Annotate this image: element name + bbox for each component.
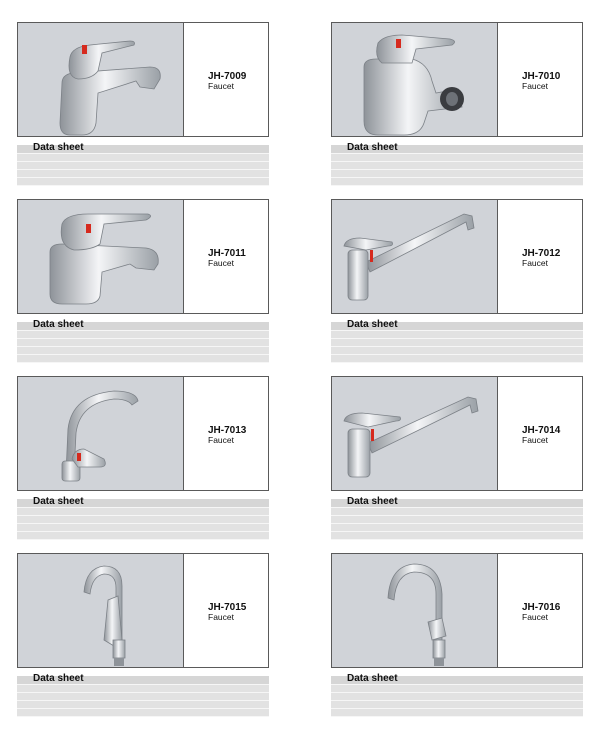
product-header — [331, 22, 583, 137]
data-sheet-row — [331, 532, 583, 540]
product-image — [332, 554, 498, 667]
product-card — [331, 199, 583, 363]
product-info — [184, 554, 268, 667]
bidet-mixer-icon — [332, 23, 498, 136]
data-sheet — [17, 142, 269, 186]
data-sheet — [17, 319, 269, 363]
data-sheet-row — [17, 524, 269, 532]
data-sheet-row — [17, 508, 269, 516]
data-sheet-row — [17, 162, 269, 170]
basin-mixer-icon — [18, 23, 184, 136]
data-sheet-row — [331, 355, 583, 363]
product-info — [184, 23, 268, 136]
data-sheet-row — [17, 331, 269, 339]
data-sheet-title: Data sheet — [33, 319, 84, 330]
product-info — [184, 377, 268, 490]
data-sheet-row — [331, 170, 583, 178]
product-image — [18, 200, 184, 313]
data-sheet-row — [17, 154, 269, 162]
product-header — [17, 22, 269, 137]
data-sheet-row — [331, 693, 583, 701]
data-sheet-row — [331, 154, 583, 162]
data-sheet-title: Data sheet — [33, 142, 84, 153]
product-type: Faucet — [522, 81, 548, 91]
data-sheet-row — [17, 178, 269, 186]
product-header — [331, 553, 583, 668]
data-sheet-row — [17, 516, 269, 524]
data-sheet-title: Data sheet — [33, 496, 84, 507]
product-info — [498, 200, 582, 313]
data-sheet-header — [17, 496, 269, 508]
product-image — [332, 200, 498, 313]
kitchen-mixer-long-spout-icon — [332, 200, 498, 313]
data-sheet-title: Data sheet — [347, 496, 398, 507]
data-sheet-row — [331, 162, 583, 170]
data-sheet-row — [17, 339, 269, 347]
product-image — [18, 23, 184, 136]
data-sheet-row — [17, 709, 269, 717]
product-header — [17, 553, 269, 668]
product-type: Faucet — [522, 258, 548, 268]
product-type: Faucet — [208, 612, 234, 622]
product-info — [184, 200, 268, 313]
product-type: Faucet — [522, 435, 548, 445]
data-sheet-header — [17, 319, 269, 331]
data-sheet — [17, 673, 269, 717]
product-header — [331, 199, 583, 314]
kitchen-mixer-curved-spout-icon — [18, 377, 184, 490]
data-sheet-row — [331, 347, 583, 355]
product-type: Faucet — [208, 81, 234, 91]
product-image — [18, 377, 184, 490]
product-card — [331, 22, 583, 186]
product-card — [17, 376, 269, 540]
model-number: JH-7014 — [522, 425, 561, 436]
product-image — [18, 554, 184, 667]
data-sheet-row — [331, 685, 583, 693]
data-sheet-row — [331, 709, 583, 717]
data-sheet-row — [331, 339, 583, 347]
product-card — [17, 22, 269, 186]
data-sheet — [331, 496, 583, 540]
model-number: JH-7010 — [522, 71, 561, 82]
model-number: JH-7016 — [522, 602, 561, 613]
data-sheet — [331, 673, 583, 717]
product-card — [17, 553, 269, 717]
kitchen-mixer-long-spout-icon — [332, 377, 498, 490]
model-number: JH-7015 — [208, 602, 247, 613]
data-sheet-row — [331, 331, 583, 339]
data-sheet — [331, 319, 583, 363]
data-sheet-header — [331, 496, 583, 508]
data-sheet-header — [17, 142, 269, 154]
data-sheet-row — [331, 178, 583, 186]
gooseneck-mixer-icon — [18, 554, 184, 667]
product-card — [331, 376, 583, 540]
data-sheet-header — [331, 673, 583, 685]
basin-mixer-icon — [18, 200, 184, 313]
product-type: Faucet — [208, 258, 234, 268]
data-sheet-row — [331, 508, 583, 516]
data-sheet-header — [17, 673, 269, 685]
data-sheet-row — [17, 693, 269, 701]
product-image — [332, 377, 498, 490]
data-sheet-title: Data sheet — [347, 319, 398, 330]
model-number: JH-7012 — [522, 248, 561, 259]
product-card — [331, 553, 583, 717]
data-sheet-header — [331, 319, 583, 331]
data-sheet-title: Data sheet — [33, 673, 84, 684]
data-sheet-row — [331, 524, 583, 532]
product-info — [498, 377, 582, 490]
data-sheet-row — [17, 532, 269, 540]
gooseneck-mixer-icon — [332, 554, 498, 667]
product-image — [332, 23, 498, 136]
product-type: Faucet — [522, 612, 548, 622]
data-sheet-title: Data sheet — [347, 142, 398, 153]
product-header — [17, 376, 269, 491]
data-sheet-row — [17, 347, 269, 355]
data-sheet-row — [17, 355, 269, 363]
product-card — [17, 199, 269, 363]
data-sheet-row — [17, 701, 269, 709]
model-number: JH-7013 — [208, 425, 247, 436]
model-number: JH-7011 — [208, 248, 246, 259]
product-info — [498, 23, 582, 136]
data-sheet — [17, 496, 269, 540]
data-sheet-row — [17, 170, 269, 178]
data-sheet-header — [331, 142, 583, 154]
product-header — [17, 199, 269, 314]
data-sheet-row — [331, 516, 583, 524]
product-info — [498, 554, 582, 667]
data-sheet — [331, 142, 583, 186]
data-sheet-row — [331, 701, 583, 709]
data-sheet-title: Data sheet — [347, 673, 398, 684]
model-number: JH-7009 — [208, 71, 247, 82]
product-header — [331, 376, 583, 491]
data-sheet-row — [17, 685, 269, 693]
product-type: Faucet — [208, 435, 234, 445]
